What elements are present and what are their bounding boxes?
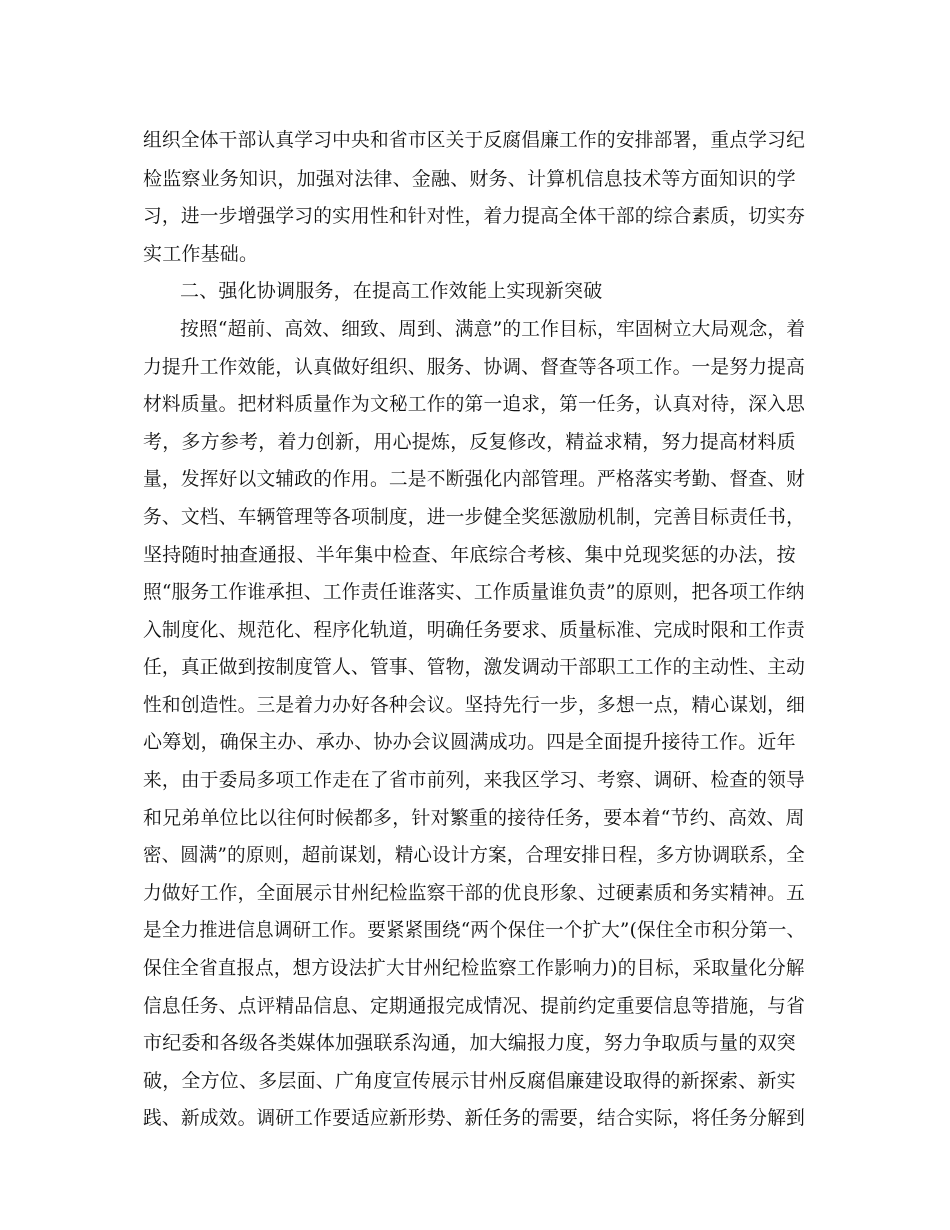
text-line: 坚持随时抽查通报、半年集中检查、年底综合考核、集中兑现奖惩的办法，按 [143, 544, 796, 566]
text-line: 市纪委和各级各类媒体加强联系沟通，加大编报力度，努力争取质与量的双突 [143, 1032, 796, 1054]
text-line: 信息任务、点评精品信息、定期通报完成情况、提前约定重要信息等措施，与省 [143, 995, 806, 1017]
text-line: 破，全方位、多层面、广角度宣传展示甘州反腐倡廉建设取得的新探索、新实 [143, 1070, 796, 1092]
text-line: 检监察业务知识，加强对法律、金融、财务、计算机信息技术等方面知识的学 [143, 168, 796, 190]
text-line: 任，真正做到按制度管人、管事、管物，激发调动干部职工工作的主动性、主动 [143, 656, 806, 678]
text-line: 性和创造性。三是着力办好各种会议。坚持先行一步，多想一点，精心谋划，细 [143, 694, 806, 716]
text-line: 量，发挥好以文辅政的作用。二是不断强化内部管理。严格落实考勤、督查、财 [143, 468, 806, 490]
text-line: 按照“超前、高效、细致、周到、满意”的工作目标，牢固树立大局观念，着 [180, 318, 806, 340]
text-line: 考，多方参考，着力创新，用心提炼，反复修改，精益求精，努力提高材料质 [143, 431, 796, 453]
text-line: 习，进一步增强学习的实用性和针对性，着力提高全体干部的综合素质，切实夯 [143, 205, 806, 227]
text-line: 实工作基础。 [143, 243, 259, 265]
text-line: 来，由于委局多项工作走在了省市前列，来我区学习、考察、调研、检查的领导 [143, 769, 806, 791]
text-line: 和兄弟单位比以往何时候都多，针对繁重的接待任务，要本着“节约、高效、周 [143, 807, 805, 829]
text-line: 心筹划，确保主办、承办、协办会议圆满成功。四是全面提升接待工作。近年 [143, 731, 796, 753]
text-line: 务、文档、车辆管理等各项制度，进一步健全奖惩激励机制，完善目标责任书， [143, 506, 806, 528]
text-line: 力做好工作，全面展示甘州纪检监察干部的优良形象、过硬素质和务实精神。五 [143, 882, 806, 904]
text-line: 保住全省直报点，想方设法扩大甘州纪检监察工作影响力)的目标，采取量化分解 [143, 957, 805, 979]
section-heading: 二、强化协调服务，在提高工作效能上实现新突破 [180, 280, 603, 302]
text-line: 组织全体干部认真学习中央和省市区关于反腐倡廉工作的安排部署，重点学习纪 [143, 129, 806, 151]
text-line: 密、圆满”的原则，超前谋划，精心设计方案，合理安排日程，多方协调联系，全 [143, 844, 805, 866]
text-line: 入制度化、规范化、程序化轨道，明确任务要求、质量标准、完成时限和工作责 [143, 619, 806, 641]
text-line: 是全力推进信息调研工作。要紧紧围绕“两个保住一个扩大”(保住全市积分第一、 [143, 919, 806, 941]
text-line: 力提升工作效能，认真做好组织、服务、协调、督查等各项工作。一是努力提高 [143, 356, 806, 378]
text-line: 践、新成效。调研工作要适应新形势、新任务的需要，结合实际，将任务分解到 [143, 1107, 806, 1129]
text-line: 照“服务工作谁承担、工作责任谁落实、工作质量谁负责”的原则，把各项工作纳 [143, 581, 805, 603]
text-line: 材料质量。把材料质量作为文秘工作的第一追求，第一任务，认真对待，深入思 [143, 393, 806, 415]
